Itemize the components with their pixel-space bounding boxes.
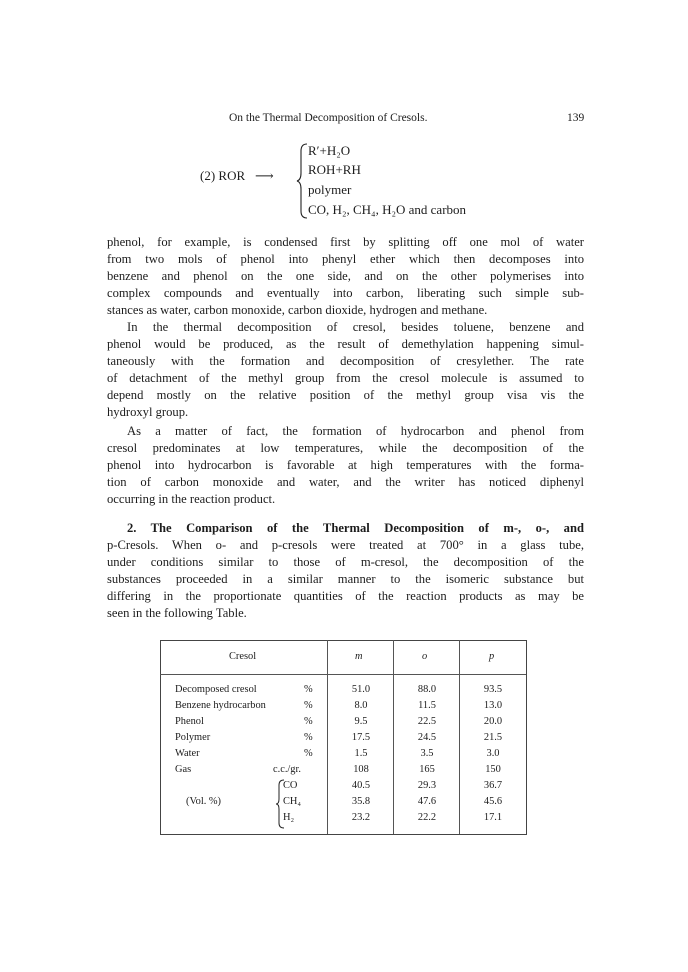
row-label: Benzene hydrocarbon: [175, 700, 266, 711]
value-p: 36.7: [483, 780, 503, 791]
text-line: As a matter of fact, the formation of hydrocarbon and phenol from: [127, 424, 584, 438]
value-o: 165: [419, 764, 435, 775]
row-unit: %: [304, 684, 313, 695]
column-header-m: m: [355, 651, 363, 662]
text-line: tion of carbon monoxide and water, and the writer has noticed diphenyl: [107, 475, 584, 490]
section-2-paragraph: [107, 520, 584, 622]
text-line: cresol predominates at low temperatures, while the decomposition of the: [107, 441, 584, 456]
text-line: taneously with the formation and decomposition of cresylether. The rate: [107, 354, 584, 369]
text-line: from two mols of phenol into phenyl ether which then decomposes into: [107, 252, 584, 267]
value-p: 45.6: [483, 796, 503, 807]
text-line: seen in the following Table.: [107, 606, 247, 621]
text-line: under conditions similar to those of m-cresol, the decomposition of the: [107, 555, 584, 570]
product-line: polymer: [308, 182, 352, 197]
text-line: p-Cresols. When o- and p-cresols were treated at 700° in a glass tube,: [107, 538, 584, 553]
value-o: 22.2: [417, 812, 437, 823]
column-header-p: p: [489, 651, 495, 662]
column-header-cresol: Cresol: [229, 651, 257, 662]
text-line: differing in the proportionate quantities of the reaction products as may be: [107, 589, 584, 604]
text-line: phenol, for example, is condensed first by splitting off one mol of water: [107, 235, 584, 249]
value-m: 40.5: [351, 780, 371, 791]
value-o: 47.6: [417, 796, 437, 807]
paragraph-1: [107, 234, 584, 319]
row-unit: c.c./gr.: [273, 764, 301, 775]
text-line: occurring in the reaction product.: [107, 492, 276, 507]
curly-brace-icon: [296, 143, 308, 219]
equation-label: (2) ROR: [200, 168, 246, 183]
row-label: Water: [175, 748, 200, 759]
value-o: 88.0: [417, 684, 437, 695]
value-p: 20.0: [483, 716, 503, 727]
gas-group-label: (Vol. %): [186, 796, 222, 807]
row-label: Decomposed cresol: [175, 684, 257, 695]
reaction-arrow: ⟶: [255, 168, 274, 183]
value-o: 11.5: [418, 700, 436, 711]
value-m: 108: [353, 764, 369, 775]
text-line: hydroxyl group.: [107, 405, 189, 420]
row-label: Phenol: [175, 716, 204, 727]
product-line: R′+H₂O: [308, 143, 351, 158]
gas-component: CH₄: [283, 796, 302, 807]
value-m: 23.2: [351, 812, 371, 823]
value-p: 21.5: [483, 732, 503, 743]
value-p: 13.0: [483, 700, 503, 711]
text-line: In the thermal decomposition of cresol, besides toluene, benzene and: [127, 320, 584, 334]
text-line: stances as water, carbon monoxide, carbon dioxide, hydrogen and methane.: [107, 303, 488, 318]
row-label: Gas: [175, 764, 192, 775]
paragraph-3: [107, 423, 584, 508]
value-o: 24.5: [417, 732, 437, 743]
text-line: depend mostly on the relative position of the methyl group visa vis the: [107, 388, 584, 403]
text-line: substances proceeded in a similar manner to the isomeric substance but: [107, 572, 584, 587]
text-line: phenol would be produced, as the result of demethylation happening simul-: [107, 337, 584, 352]
value-m: 1.5: [354, 748, 368, 759]
value-p: 93.5: [483, 684, 503, 695]
value-m: 17.5: [351, 732, 371, 743]
value-p: 150: [485, 764, 501, 775]
running-header-title: On the Thermal Decomposition of Cresols.: [229, 112, 428, 124]
text-line: of detachment of the methyl group from the cresol molecule is assumed to: [107, 371, 584, 386]
text-line: benzene and phenol on the one side, and on the other polymerises into: [107, 269, 584, 284]
value-p: 17.1: [483, 812, 503, 823]
product-line: ROH+RH: [308, 162, 361, 177]
value-m: 9.5: [354, 716, 368, 727]
gas-component: CO: [283, 780, 298, 791]
value-p: 3.0: [486, 748, 500, 759]
value-o: 29.3: [417, 780, 437, 791]
row-unit: %: [304, 732, 313, 743]
paragraph-2: [107, 319, 584, 421]
value-o: 22.5: [417, 716, 437, 727]
row-unit: %: [304, 716, 313, 727]
text-line: phenol into hydrocarbon is favorable at high temperatures with the forma-: [107, 458, 584, 473]
value-m: 8.0: [354, 700, 368, 711]
gas-component: H₂: [283, 812, 295, 823]
column-header-o: o: [422, 651, 428, 662]
column-divider: [327, 640, 328, 834]
header-rule: [160, 674, 526, 675]
value-o: 3.5: [420, 748, 434, 759]
product-line: CO, H₂, CH₄, H₂O and carbon: [308, 202, 467, 217]
row-label: Polymer: [175, 732, 211, 743]
value-m: 35.8: [351, 796, 371, 807]
row-unit: %: [304, 700, 313, 711]
column-divider: [459, 640, 460, 834]
row-unit: %: [304, 748, 313, 759]
value-m: 51.0: [351, 684, 371, 695]
section-heading-line: 2. The Comparison of the Thermal Decomposition of m-, o-, and: [127, 521, 584, 535]
column-divider: [393, 640, 394, 834]
page-number: 139: [567, 112, 585, 124]
text-line: complex compounds and eventually into carbon, liberating such simple sub-: [107, 286, 584, 301]
